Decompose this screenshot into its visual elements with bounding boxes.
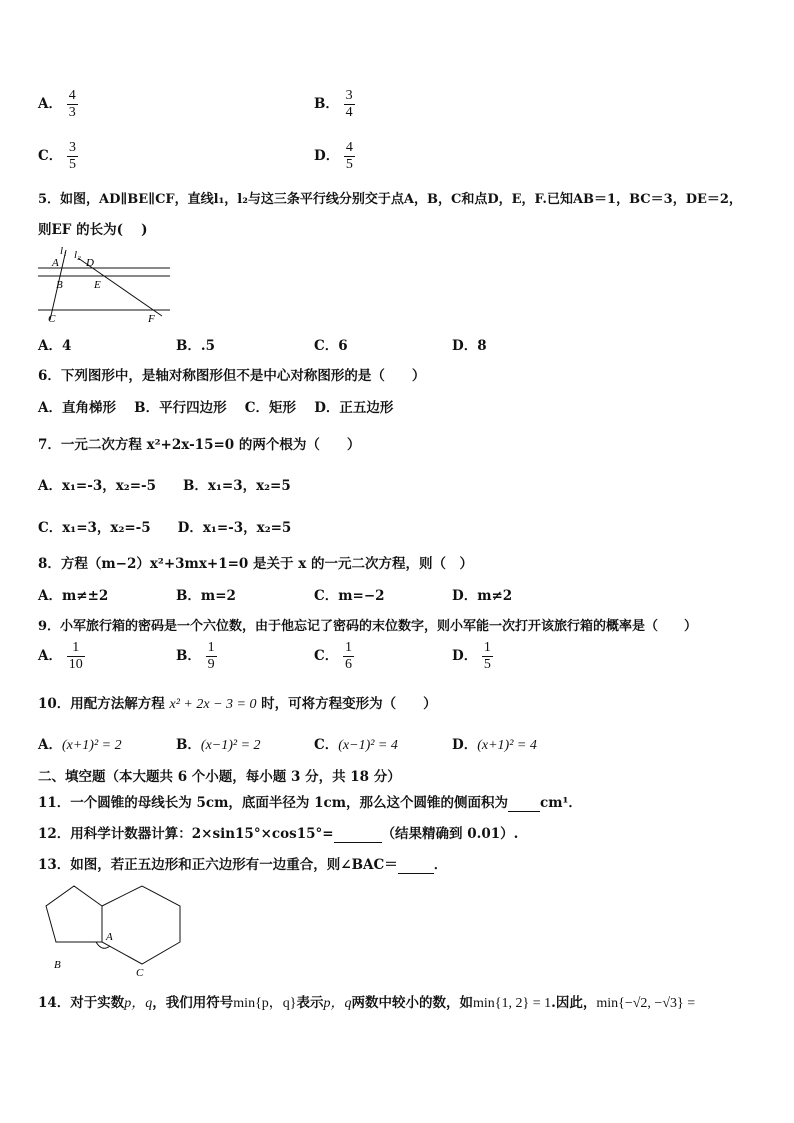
q4-option-a: A． $\frac{4}{3}$ xyxy=(38,88,76,120)
q7-stem: 7．一元二次方程 x²+2x-15=0 的两个根为（ ） xyxy=(38,437,361,453)
q5-option-c: C．6 xyxy=(314,338,348,354)
q14-example: min{1, 2} = 1 xyxy=(473,996,552,1011)
q11-answer-blank xyxy=(508,795,540,812)
q6-options: A．直角梯形 B．平行四边形 C．矩形 D．正五边形 xyxy=(38,400,394,416)
label-d: D xyxy=(86,257,94,269)
q9-c-num: 1 xyxy=(344,640,352,655)
q4-option-d: D． $\frac{4}{5}$ xyxy=(314,140,353,172)
regular-pentagon xyxy=(46,886,102,942)
q4-d-num: 4 xyxy=(345,140,353,155)
q4-d-den: 5 xyxy=(345,157,353,172)
q9-b-num: 1 xyxy=(207,640,215,655)
label-a: A xyxy=(106,931,113,943)
q9-c-den: 6 xyxy=(344,657,352,672)
q5-option-a: A．4 xyxy=(38,338,72,354)
q4-option-c: C． $\frac{3}{5}$ xyxy=(38,140,76,172)
q4-c-num: 3 xyxy=(68,140,76,155)
q14-min-notation: min{p，q} xyxy=(233,996,297,1011)
label-b: B xyxy=(56,279,63,291)
section-2-heading: 二、填空题（本大题共 6 个小题，每小题 3 分，共 18 分） xyxy=(38,769,401,785)
q4-a-den: 3 xyxy=(68,105,76,120)
q9-option-b: B． $\frac{1}{9}$ xyxy=(176,640,215,672)
q13-stem: 13．如图，若正五边形和正六边形有一边重合，则∠BAC＝ ． xyxy=(38,857,448,873)
q9-b-den: 9 xyxy=(207,657,215,672)
q8-stem: 8．方程（m−2）x²+3mx+1=0 是关于 x 的一元二次方程，则（ ） xyxy=(38,556,473,572)
q9-d-den: 5 xyxy=(483,657,491,672)
q5-option-b: B．.5 xyxy=(176,338,216,354)
q5-option-d: D．8 xyxy=(452,338,487,354)
q9-a-den: 10 xyxy=(68,657,83,672)
q13-answer-blank xyxy=(398,857,434,874)
q13-figure xyxy=(32,880,192,980)
q9-stem: 9．小军旅行箱的密码是一个六位数，由于他忘记了密码的末位数字，则小军能一次打开该旅行箱的概率是（ ） xyxy=(38,619,698,634)
label-e: E xyxy=(94,279,101,291)
q10-option-d: D．(x+1)² = 4 xyxy=(452,737,537,753)
q10-option-b: B．(x−1)² = 2 xyxy=(176,737,261,753)
q10-stem: 10．用配方法解方程 x² + 2x − 3 = 0 时，可将方程变形为（ ） xyxy=(38,696,437,712)
q6-stem: 6．下列图形中，是轴对称图形但不是中心对称图形的是（ ） xyxy=(38,368,426,384)
label-b: B xyxy=(54,959,61,971)
q10-option-a: A．(x+1)² = 2 xyxy=(38,737,122,753)
q7-options-row1: A．x₁=-3，x₂=-5 B．x₁=3，x₂=5 xyxy=(38,478,291,494)
q11-stem: 11．一个圆锥的母线长为 5cm，底面半径为 1cm，那么这个圆锥的侧面积为 cm¹． xyxy=(38,795,582,811)
q9-option-d: D． $\frac{1}{5}$ xyxy=(452,640,491,672)
q9-option-c: C． $\frac{1}{6}$ xyxy=(314,640,352,672)
q5-figure xyxy=(30,244,175,324)
q8-option-c: C．m=−2 xyxy=(314,588,385,604)
label-l1: l₁ xyxy=(60,245,67,257)
label-c: C xyxy=(136,967,144,979)
q4-c-den: 5 xyxy=(68,157,76,172)
q9-option-a: A． $\frac{1}{10}$ xyxy=(38,640,83,672)
q10-equation: x² + 2x − 3 = 0 xyxy=(169,697,257,712)
label-f: F xyxy=(148,313,155,324)
label-a: A xyxy=(52,257,59,269)
q4-b-den: 4 xyxy=(345,105,353,120)
q12-stem: 12．用科学计数器计算：2×sin15°×cos15°= （结果精确到 0.01）. xyxy=(38,826,519,842)
q5-stem-line1: 5．如图，AD∥BE∥CF，直线l₁，l₂与这三条平行线分别交于点A，B，C和点D，E，F.已知AB＝1，BC＝3，DE＝2， xyxy=(38,192,742,207)
label-l2: l₂ xyxy=(74,249,81,261)
q14-expression: min{−√2, −√3} = xyxy=(596,996,696,1011)
q4-b-num: 3 xyxy=(345,88,353,103)
label-c: C xyxy=(48,313,56,324)
q5-stem-line2: 则EF 的长为( ) xyxy=(38,222,148,238)
q9-a-num: 1 xyxy=(67,640,85,657)
q8-option-a: A．m≠±2 xyxy=(38,588,109,604)
q9-d-num: 1 xyxy=(483,640,491,655)
q14-stem: 14．对于实数p，q，我们用符号min{p，q}表示p，q两数中较小的数，如min{1, 2} = 1.因此，min{−√2, −√3} = xyxy=(38,995,696,1011)
q8-option-d: D．m≠2 xyxy=(452,588,513,604)
regular-hexagon xyxy=(102,886,180,964)
q12-answer-blank xyxy=(334,826,382,843)
q10-option-c: C．(x−1)² = 4 xyxy=(314,737,398,753)
q4-option-b: B． $\frac{3}{4}$ xyxy=(314,88,353,120)
q4-a-num: 4 xyxy=(68,88,76,103)
q14-pq: p，q xyxy=(124,996,153,1011)
q7-options-row2: C．x₁=3，x₂=-5 D．x₁=-3，x₂=5 xyxy=(38,520,292,536)
q8-option-b: B．m=2 xyxy=(176,588,236,604)
